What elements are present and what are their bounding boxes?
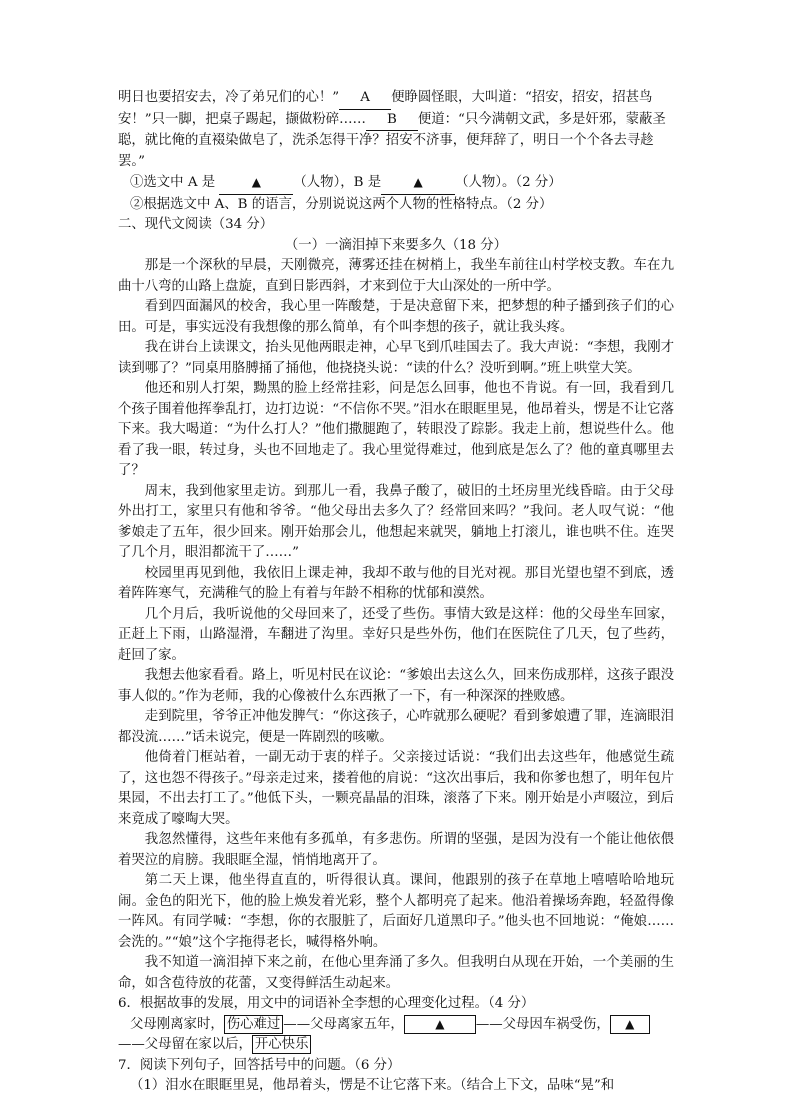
q-fill-prefix: ①选文中 A 是 [130,175,216,190]
question-7-sub-1: （1）泪水在眼眶里晃，他昂着头，愣是不让它落下来。（结合上下文，品味“晃”和 [130,1078,615,1093]
answer-blank-b[interactable] [381,172,455,195]
article-paragraph: 校园里再见到他，我依旧上课走神，我却不敢与他的目光对视。那目光望也望不到底，透着阵阵寒气，充满稚气的脸上有着与年龄不相称的忧郁和漠然。 [118,565,674,601]
article-paragraph: 我不知道一滴泪掉下来之前，在他心里奔涌了多久。但我明白从现在开始，一个美丽的生命，如含苞待放的花蕾，又变得鲜活生动起来。 [118,955,674,991]
excerpt-paragraph [118,88,674,172]
article-paragraph: 几个月后，我听说他的父母回来了，还受了些伤。事情大致是这样：他的父母坐车回家，正赶上下雨，山路湿滑，车翻进了沟里。幸好只是些外伤，他们在医院住了几天，包了些药，赶回了家。 [118,606,674,663]
flow-box-4: 开心快乐 [252,1035,312,1054]
q-fill-mid: （人物），B 是 [293,175,382,190]
section-title: 二、现代文阅读（34 分） [118,217,274,232]
flow-answer-box-3[interactable] [610,1015,650,1034]
article-paragraph: 看到四面漏风的校舍，我心里一阵酸楚，于是决意留下来，把梦想的种子播到孩子们的心田。可是，事实远没有我想像的那么简单，有个叫李想的孩子，就让我头疼。 [118,299,674,335]
flow-answer-box-2[interactable] [404,1015,476,1034]
article-body [118,256,674,994]
answer-blank-a[interactable] [219,172,293,195]
triangle-marker-icon: ▲ [413,175,423,189]
question-character-traits: ②根据选文中 A、B 的语言，分别说说这两个人物的性格特点。（2 分） [130,196,553,212]
article-paragraph: 我忽然懂得，这些年来他有多孤单，有多悲伤。所谓的坚强，是因为没有一个能让他依偎着哭泣的肩膀。我眼眶全湿，悄悄地离开了。 [118,832,674,868]
article-paragraph: 我在讲台上读课文，抬头见他两眼走神，心早飞到爪哇国去了。我大声说：“李想，我刚才读到哪了？”同桌用胳膊捅了捅他，他挠挠头说：“读的什么？没听到啊。”班上哄堂大笑。 [118,340,674,376]
triangle-marker-icon: ▲ [251,175,262,189]
question-6-flow [118,1015,674,1036]
blank-a: A [339,88,391,110]
excerpt-line-b: 便睁圆怪眼，大叫道：“招安，招安，招甚鸟安！”只一脚，把桌子踢起，撷做粉碎…… [118,90,653,127]
flow-step-1-text: 父母刚离家时， [130,1016,224,1032]
article-paragraph: 我想去他家看看。路上，听见村民在议论：“爹娘出去这么久，回来伤成那样，这孩子跟没事人似的。”作为老师，我的心像被什么东西揪了一下，有一种深深的挫败感。 [118,668,674,704]
article-paragraph: 走到院里，爷爷正冲他发脾气：“你这孩子，心咋就那么硬呢？看到爹娘遭了罪，连滴眼泪都没流……”话未说完，便是一阵剧烈的咳嗽。 [118,709,674,745]
flow-step-2-text: ——父母离家五年， [283,1016,404,1032]
question-6-flow-cont [118,1035,674,1056]
blank-b: B [366,110,418,132]
triangle-marker-icon: ▲ [435,1016,445,1031]
article-paragraph: 周末，我到他家里走访。到那儿一看，我鼻子酸了，破旧的土坯房里光线昏暗。由于父母外出打工，家里只有他和爷爷。“他父母出去多久了？经常回来吗？”我问。老人叹气说：“他爹娘走了五年，很少回来。刚开始那会儿，他想起来就哭，躺地上打滚儿，谁也哄不住。连哭了几个月，眼泪都流干了……” [118,483,674,560]
question-6-stem: 6．根据故事的发展，用文中的词语补全李想的心理变化过程。（4 分） [118,996,535,1011]
question-7-stem: 7．阅读下列句子，回答括号中的问题。（6 分） [118,1057,401,1073]
q-fill-suffix: （人物）。（2 分） [455,175,562,190]
question-fill-characters [118,172,674,195]
article-paragraph: 他倚着门框站着，一副无动于衷的样子。父亲接过话说：“我们出去这些年，他感觉生疏了，这也怨不得孩子。”母亲走过来，搂着他的肩说：“这次出事后，我和你爹也想了，明年包片果园，不出去打工了。”他低下头，一颗亮晶晶的泪珠，滚落了下来。刚开始是小声啜泣，到后来竟成了嚎啕大哭。 [118,750,675,827]
flow-step-3-text: ——父母因车祸受伤， [475,1016,610,1032]
article-paragraph: 第二天上课，他坐得直直的，听得很认真。课间，他跟别的孩子在草地上嘻嘻哈哈地玩闹。金色的阳光下，他的脸上焕发着光彩，整个人都明亮了起来。他沿着操场奔跑，轻盈得像一阵风。有同学喊：“李想，你的衣服脏了，后面好几道黑印子。”他头也不回地说：“俺娘……会洗的。”“娘”这个字拖得老长，喊得格外响。 [118,873,674,950]
excerpt-line-a: 明日也要招安去，冷了弟兄们的心！” [118,90,340,105]
article-paragraph: 他还和别人打架，黝黑的脸上经常挂彩，问是怎么回事，他也不肯说。有一回，我看到几个孩子围着他挥拳乱打，边打边说：“不信你不哭。”泪水在眼眶里晃，他昂着头，愣是不让它落下来。我大喝道：“为什么打人？”他们撒腿跑了，转眼没了踪影。我走上前，想说些什么。他看了我一眼，转过身，头也不回地走了。我心里觉得难过，他到底是怎么了？他的童真哪里去了？ [118,381,675,478]
article-title: （一）一滴泪掉下来要多久（18 分） [284,237,508,253]
article-paragraph: 那是一个深秋的早晨，天刚微亮，薄雾还挂在树梢上，我坐车前往山村学校支教。车在九曲十八弯的山路上盘旋，直到日影西斜，才来到位于大山深处的一所中学。 [118,258,674,294]
excerpt-line-c: 便道：“只今满朝文武，多是奸邪，蒙蔽圣聪，就比俺的直裰染做皂了，洗杀怎得干净？招安不济事，便拜辞了，明日一个个各去寻趁罢。” [118,111,666,169]
flow-step-4-text: ——父母留在家以后， [118,1037,252,1052]
triangle-marker-icon: ▲ [625,1016,635,1031]
flow-box-1: 伤心难过 [224,1015,284,1034]
